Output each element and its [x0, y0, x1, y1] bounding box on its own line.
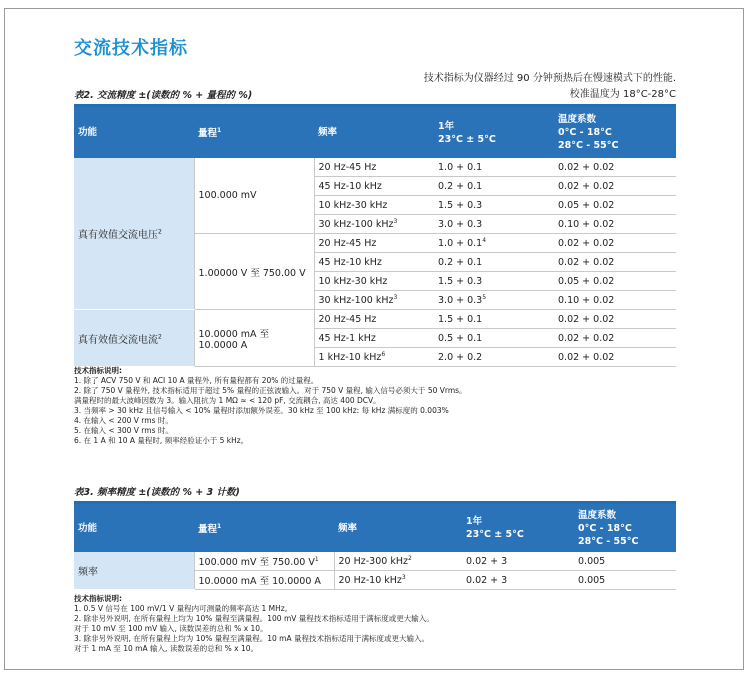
accuracy-cell	[434, 177, 554, 196]
frequency-cell	[314, 253, 434, 272]
table-header-row	[74, 504, 676, 552]
freq-text: 20 Hz-10 kHz	[338, 575, 402, 587]
table3-caption: 表3. 频率精度 ±(读数的 % + 3 计数)	[74, 487, 240, 498]
header-frequency: 频率	[314, 107, 434, 158]
temp-coef-cell: 0.02 + 0.02	[554, 158, 676, 177]
temp-coef-cell: 0.02 + 0.02	[554, 234, 676, 253]
acc-text: 1.5 + 0.1	[438, 314, 483, 326]
acc-text: 3.0 + 0.3	[438, 219, 483, 231]
note-line: 满量程时的最大波峰因数为 3。输入阻抗为 1 MΩ ≈ < 120 pF, 交流耦合, 高达 400 DCV。	[74, 396, 381, 405]
function-footnote: 2	[158, 228, 162, 236]
accuracy-cell	[434, 196, 554, 215]
table3-notes	[74, 594, 674, 654]
temp-coef-cell: 0.02 + 0.02	[554, 177, 676, 196]
header-range: 量程$^1$	[194, 107, 314, 158]
freq-text: 20 Hz-300 kHz	[338, 556, 408, 568]
accuracy-cell	[434, 310, 554, 329]
header-1year: 1年 23°C ± 5°C	[434, 107, 554, 158]
freq-text: 20 Hz-45 Hz	[318, 238, 377, 250]
freq-footnote: 6	[381, 350, 386, 358]
header-temp-coef: 温度系数 0°C - 18°C 28°C - 55°C	[554, 107, 676, 158]
note-line: 3. 当频率 > 30 kHz 且信号输入 < 10% 量程时添加额外误差。30 kHz 至 100 kHz: 每 kHz 满标度的 0.003%	[74, 406, 449, 415]
accuracy-cell: 0.02 + 3	[462, 552, 574, 571]
freq-text: 10 kHz-30 kHz	[318, 276, 388, 288]
frequency-cell	[314, 177, 434, 196]
acc-text: 1.5 + 0.3	[438, 276, 483, 288]
function-footnote: 2	[158, 333, 162, 341]
intro-line-1: 技术指标为仪器经过 90 分钟预热后在慢速模式下的性能.	[423, 73, 676, 84]
acc-text: 0.2 + 0.1	[438, 181, 483, 193]
freq-text: 20 Hz-45 Hz	[318, 314, 377, 326]
temp-coef-cell: 0.05 + 0.02	[554, 272, 676, 291]
accuracy-cell	[434, 234, 554, 253]
frequency-cell	[314, 158, 434, 177]
freq-footnote: 2	[407, 554, 412, 562]
range-cell	[194, 571, 334, 590]
frequency-cell	[314, 196, 434, 215]
function-cell: 频率	[74, 552, 194, 590]
frequency-cell	[314, 329, 434, 348]
acc-text: 0.2 + 0.1	[438, 257, 483, 269]
header-temp-coef: 温度系数 0°C - 18°C 28°C - 55°C	[574, 504, 676, 552]
note-line: 3. 除非另外说明, 在所有量程上均为 10% 量程至满量程。10 mA 量程技术指标适用于满标度或更大输入。	[74, 634, 429, 643]
freq-text: 1 kHz-10 kHz	[318, 352, 382, 364]
frequency-cell	[334, 552, 462, 571]
accuracy-cell	[434, 291, 554, 310]
acc-text: 1.5 + 0.3	[438, 200, 483, 212]
function-cell	[74, 310, 194, 367]
frequency-accuracy-table	[74, 504, 676, 590]
header-range: 量程$^1$	[194, 504, 334, 552]
intro-text	[424, 71, 676, 103]
freq-text: 20 Hz-45 Hz	[318, 162, 377, 174]
accuracy-cell: 0.02 + 3	[462, 571, 574, 590]
page-title: 交流技术指标	[74, 38, 188, 59]
note-line: 对于 1 mA 至 10 mA 输入, 读数误差的总和 % x 10。	[74, 644, 259, 653]
acc-footnote: 4	[482, 236, 487, 244]
accuracy-cell	[434, 215, 554, 234]
temp-coef-cell: 0.005	[574, 571, 676, 590]
note-line: 2. 除非另外说明, 在所有量程上均为 10% 量程至满量程。100 mV 量程技术指标适用于满标度或更大输入。	[74, 614, 434, 623]
temp-coef-cell: 0.02 + 0.02	[554, 253, 676, 272]
freq-text: 45 Hz-10 kHz	[318, 257, 382, 269]
temp-coef-cell: 0.02 + 0.02	[554, 310, 676, 329]
header-function: 功能	[74, 107, 194, 158]
freq-text: 30 kHz-100 kHz	[318, 295, 394, 307]
note-line: 6. 在 1 A 和 10 A 量程时, 频率经验证小于 5 kHz。	[74, 436, 249, 445]
table-row	[74, 310, 676, 329]
freq-text: 45 Hz-10 kHz	[318, 181, 382, 193]
notes-heading: 技术指标说明:	[74, 366, 122, 375]
function-cell	[74, 158, 194, 310]
function-label: 真有效值交流电流	[78, 334, 158, 346]
freq-footnote: 3	[401, 573, 406, 581]
table-row	[74, 158, 676, 177]
note-line: 4. 在输入 < 200 V rms 时。	[74, 416, 173, 425]
note-line: 对于 10 mV 至 100 mV 输入, 读数误差的总和 % x 10。	[74, 624, 268, 633]
temp-coef-cell: 0.10 + 0.02	[554, 215, 676, 234]
header-1year: 1年 23°C ± 5°C	[462, 504, 574, 552]
temp-coef-cell: 0.05 + 0.02	[554, 196, 676, 215]
range-cell: 10.0000 mA 至 10.0000 A	[194, 310, 314, 367]
range-cell	[194, 552, 334, 571]
table2-notes	[74, 366, 674, 446]
accuracy-cell	[434, 158, 554, 177]
freq-text: 10 kHz-30 kHz	[318, 200, 388, 212]
note-line: 2. 除了 750 V 量程外, 技术指标适用于超过 5% 量程的正弦波输入。对于 750 V 量程, 输入信号必须大于 50 Vrms。	[74, 386, 467, 395]
acc-text: 1.0 + 0.1	[438, 162, 483, 174]
freq-text: 30 kHz-100 kHz	[318, 219, 394, 231]
frequency-cell	[334, 571, 462, 590]
temp-coef-cell: 0.005	[574, 552, 676, 571]
temp-coef-cell: 0.10 + 0.02	[554, 291, 676, 310]
acc-text: 1.0 + 0.1	[438, 238, 483, 250]
acc-text: 3.0 + 0.3	[438, 295, 483, 307]
accuracy-cell	[434, 272, 554, 291]
accuracy-cell	[434, 348, 554, 367]
frequency-cell	[314, 234, 434, 253]
function-label: 真有效值交流电压	[78, 230, 158, 241]
header-frequency: 频率	[334, 504, 462, 552]
acc-text: 0.5 + 0.1	[438, 333, 483, 345]
acc-footnote: 5	[482, 293, 487, 301]
acc-text: 2.0 + 0.2	[438, 352, 483, 364]
temp-coef-cell: 0.02 + 0.02	[554, 329, 676, 348]
range-text: 100.000 mV 至 750.00 V	[198, 557, 315, 568]
ac-accuracy-table	[74, 107, 676, 367]
freq-footnote: 3	[393, 293, 398, 301]
table2-caption: 表2. 交流精度 ±(读数的 % + 量程的 %)	[74, 90, 253, 101]
note-line: 1. 除了 ACV 750 V 和 ACI 10 A 量程外, 所有量程都有 20% 的过量程。	[74, 376, 319, 385]
frequency-cell	[314, 291, 434, 310]
freq-footnote: 3	[393, 217, 398, 225]
accuracy-cell	[434, 253, 554, 272]
header-function: 功能	[74, 504, 194, 552]
freq-text: 45 Hz-1 kHz	[318, 333, 376, 345]
range-text: 10.0000 mA 至 10.0000 A	[198, 576, 321, 587]
frequency-cell	[314, 215, 434, 234]
notes-heading: 技术指标说明:	[74, 594, 122, 603]
accuracy-cell	[434, 329, 554, 348]
range-footnote: 1	[314, 555, 319, 563]
range-cell: 100.000 mV	[194, 158, 314, 234]
table-header-row	[74, 107, 676, 158]
frequency-cell	[314, 310, 434, 329]
frequency-cell	[314, 348, 434, 367]
note-line: 1. 0.5 V 信号在 100 mV/1 V 量程内可测量的频率高达 1 MHz。	[74, 604, 293, 613]
range-cell: 1.00000 V 至 750.00 V	[194, 234, 314, 310]
frequency-cell	[314, 272, 434, 291]
temp-coef-cell: 0.02 + 0.02	[554, 348, 676, 367]
note-line: 5. 在输入 < 300 V rms 时。	[74, 426, 173, 435]
intro-line-2: 校准温度为 18°C-28°C	[569, 89, 676, 100]
table-row	[74, 552, 676, 571]
